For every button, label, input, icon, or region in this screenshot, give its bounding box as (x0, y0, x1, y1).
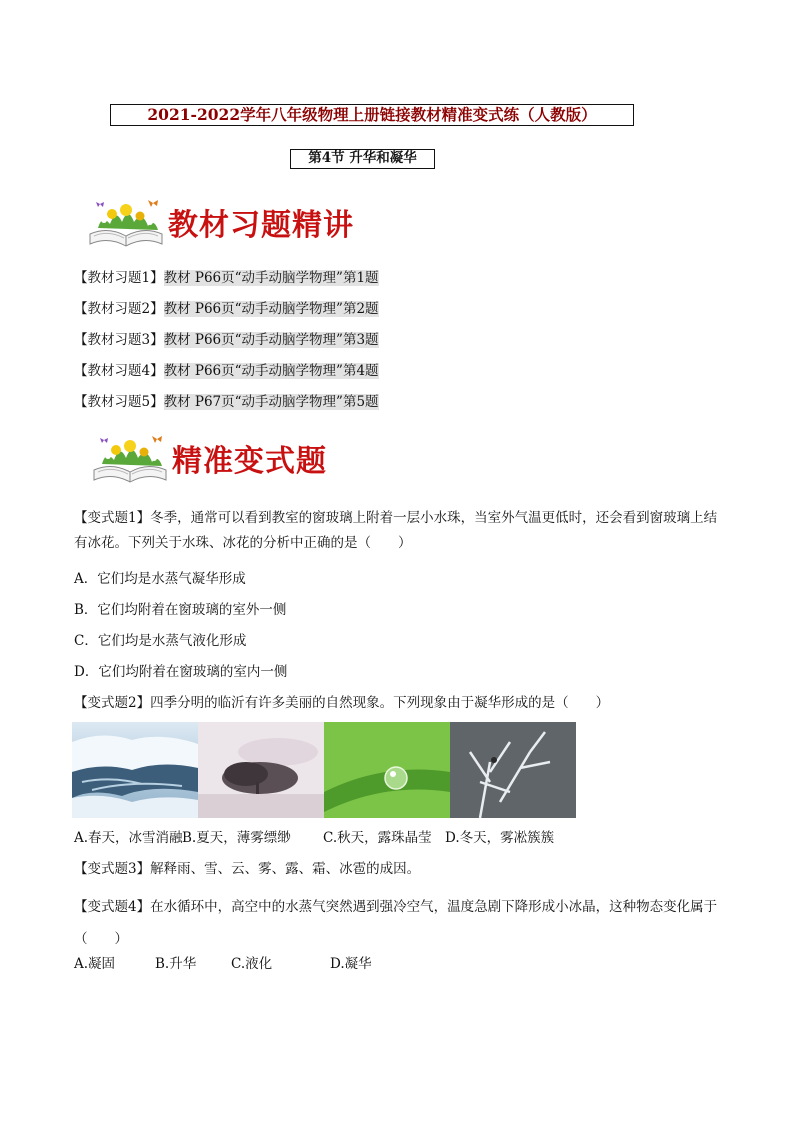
exercise-reference: 教材 P66页“动手动脑学物理”第4题 (163, 363, 379, 379)
section-title-variants: 精准变式题 (172, 444, 327, 479)
section-subtitle: 第4节 升华和凝华 (290, 149, 435, 169)
question-2-caption-a: A.春天，冰雪消融 (74, 830, 183, 846)
section-title-textbook: 教材习题精讲 (168, 208, 354, 243)
melting-ice-photo (72, 722, 198, 818)
question-1-option-c: C．它们均是水蒸气液化形成 (74, 633, 247, 649)
question-3-stem: 【变式题3】解释雨、雪、云、雾、露、霜、冰雹的成因。 (74, 861, 421, 877)
question-4-stem: 【变式题4】在水循环中，高空中的水蒸气突然遇到强冷空气，温度急剧下降形成小冰晶，这种物态变化属于（ ） (74, 899, 718, 947)
question-2-captions (74, 828, 554, 848)
question-2-caption-c: C.秋天，露珠晶莹 (323, 830, 432, 846)
question-4-option-a: A.凝固 (74, 956, 116, 972)
textbook-exercise-2 (74, 299, 379, 319)
question-2-caption-d: D.冬天，雾凇簇簇 (445, 830, 555, 846)
question-1-option-b: B．它们均附着在窗玻璃的室外一侧 (74, 602, 287, 618)
question-2-stem: 【变式题2】四季分明的临沂有许多美丽的自然现象。下列现象由于凝华形成的是（ ） (74, 695, 610, 711)
textbook-exercise-3 (74, 330, 379, 350)
document-title: 2021-2022学年八年级物理上册链接教材精准变式练（人教版） (110, 104, 634, 126)
exercise-tag: 【教材习题2】 (74, 301, 164, 317)
section-header-textbook (86, 194, 386, 250)
exercise-reference: 教材 P66页“动手动脑学物理”第1题 (163, 270, 379, 286)
open-book-flowers-icon (86, 194, 166, 250)
question-1-option-a: A．它们均是水蒸气凝华形成 (74, 571, 246, 587)
textbook-exercise-1 (74, 268, 379, 288)
rime-branches-photo (450, 722, 576, 818)
misty-tree-photo (198, 722, 324, 818)
exercise-reference: 教材 P66页“动手动脑学物理”第3题 (163, 332, 379, 348)
exercise-reference: 教材 P66页“动手动脑学物理”第2题 (163, 301, 379, 317)
exercise-tag: 【教材习题3】 (74, 332, 164, 348)
exercise-tag: 【教材习题4】 (74, 363, 164, 379)
question-4-option-b: B.升华 (155, 956, 197, 972)
section-header-variants (90, 430, 390, 486)
question-1-stem: 【变式题1】冬季，通常可以看到教室的窗玻璃上附着一层小水珠，当室外气温更低时，还会看到窗玻璃上结有冰花。下列关于水珠、冰花的分析中正确的是（ ） (74, 510, 718, 551)
exercise-reference: 教材 P67页“动手动脑学物理”第5题 (163, 394, 379, 410)
exercise-tag: 【教材习题5】 (74, 394, 164, 410)
open-book-flowers-icon (90, 430, 170, 486)
question-2-caption-b: B.夏天，薄雾缥缈 (182, 830, 291, 846)
textbook-exercise-4 (74, 361, 379, 381)
dewdrop-leaf-photo (324, 722, 450, 818)
question-4-option-d: D.凝华 (330, 956, 372, 972)
exercise-tag: 【教材习题1】 (74, 270, 164, 286)
question-1-option-d: D．它们均附着在窗玻璃的室内一侧 (74, 664, 288, 680)
question-4-option-c: C.液化 (231, 956, 273, 972)
textbook-exercise-5 (74, 392, 379, 412)
